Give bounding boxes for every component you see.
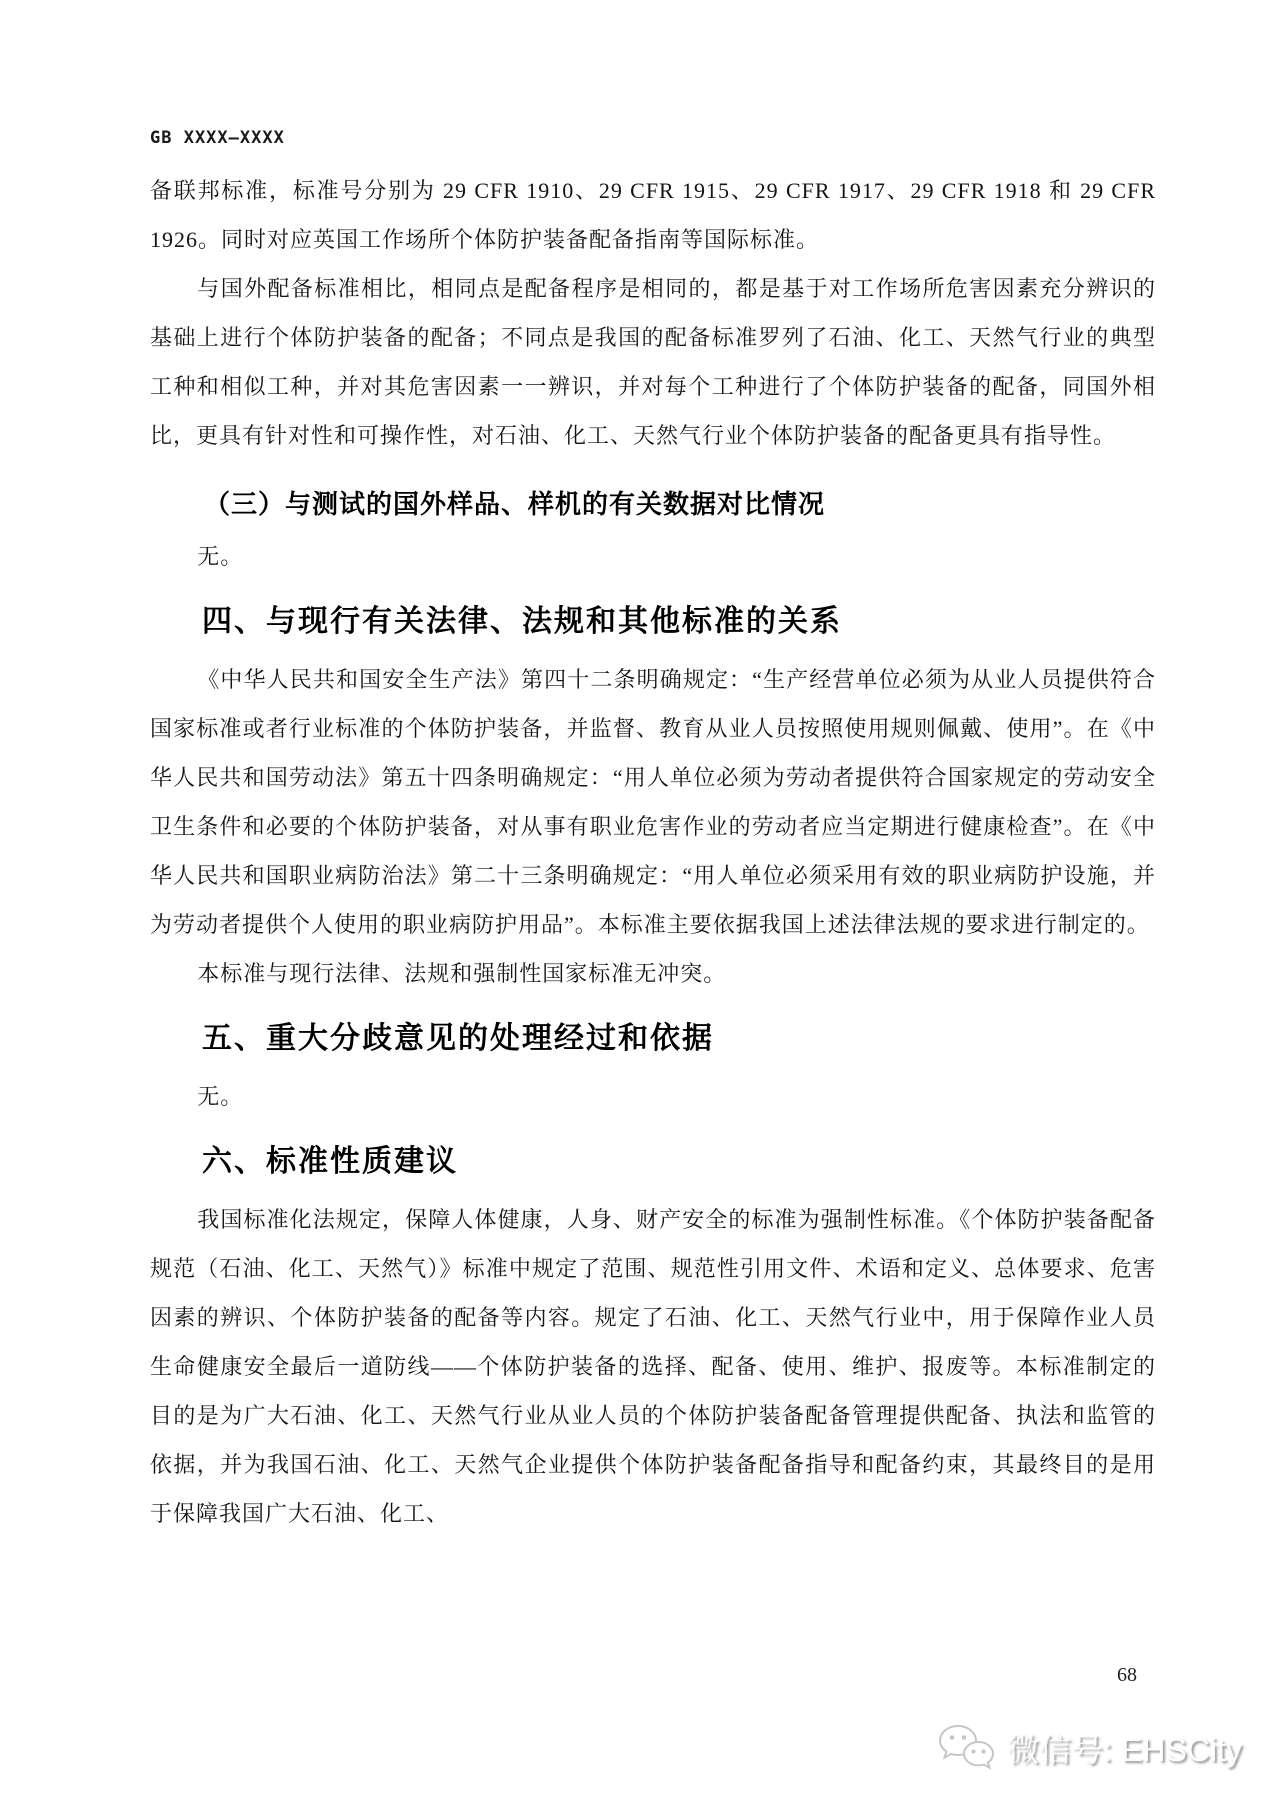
sub-heading-data-comparison: （三）与测试的国外样品、样机的有关数据对比情况 [204,489,826,519]
page-number: 68 [1117,1664,1137,1686]
section-heading-5-dispute-handling: 五、重大分歧意见的处理经过和依据 [202,1022,714,1055]
paragraph: 备联邦标准，标准号分别为 29 CFR 1910、29 CFR 1915、29 CFR 1917、29 CFR 1918 和 29 CFR 1926。同时对应英国工作场所个体防护装备配备指南等国际标准。 [150,178,1156,252]
watermark-label: 微信号: EHSCity [1007,1732,1242,1768]
paragraph: 与国外配备标准相比，相同点是配备程序是相同的，都是基于对工作场所危害因素充分辨识的基础上进行个体防护装备的配备；不同点是我国的配备标准罗列了石油、化工、天然气行业的典型工种和相似工种，并对其危害因素一一辨识，并对每个工种进行了个体防护装备的配备，同国外相比，更具有针对性和可操作性，对石油、化工、天然气行业个体防护装备的配备更具有指导性。 [150,276,1156,448]
paragraph: 我国标准化法规定，保障人体健康，人身、财产安全的标准为强制性标准。《个体防护装备配备规范（石油、化工、天然气）》标准中规定了范围、规范性引用文件、术语和定义、总体要求、危害因素的辨识、个体防护装备的配备等内容。规定了石油、化工、天然气行业中，用于保障作业人员生命健康安全最后一道防线——个体防护装备的选择、配备、使用、维护、报废等。本标准制定的目的是为广大石油、化工、天然气行业从业人员的个体防护装备配备管理提供配备、执法和监管的依据，并为我国石油、化工、天然气企业提供个体防护装备配备指导和配备约束，其最终目的是用于保障我国广大石油、化工、 [150,1207,1156,1526]
wechat-icon [937,1722,995,1774]
section-heading-4-relation-to-laws: 四、与现行有关法律、法规和其他标准的关系 [202,605,842,638]
document-number: GB XXXX—XXXX [150,128,285,148]
wechat-watermark [937,1722,1242,1774]
paragraph: 本标准与现行法律、法规和强制性国家标准无冲突。 [197,961,727,986]
section-heading-6-standard-nature: 六、标准性质建议 [202,1145,458,1178]
paragraph: 《中华人民共和国安全生产法》第四十二条明确规定：“生产经营单位必须为从业人员提供符合国家标准或者行业标准的个体防护装备，并监督、教育从业人员按照使用规则佩戴、使用”。在《中华人民共和国劳动法》第五十四条明确规定：“用人单位必须为劳动者提供符合国家规定的劳动安全卫生条件和必要的个体防护装备，对从事有职业危害作业的劳动者应当定期进行健康检查”。在《中华人民共和国职业病防治法》第二十三条明确规定：“用人单位必须采用有效的职业病防护设施，并为劳动者提供个人使用的职业病防护用品”。本标准主要依据我国上述法律法规的要求进行制定的。 [150,667,1156,937]
paragraph-none: 无。 [197,544,244,569]
paragraph-none: 无。 [197,1084,244,1109]
